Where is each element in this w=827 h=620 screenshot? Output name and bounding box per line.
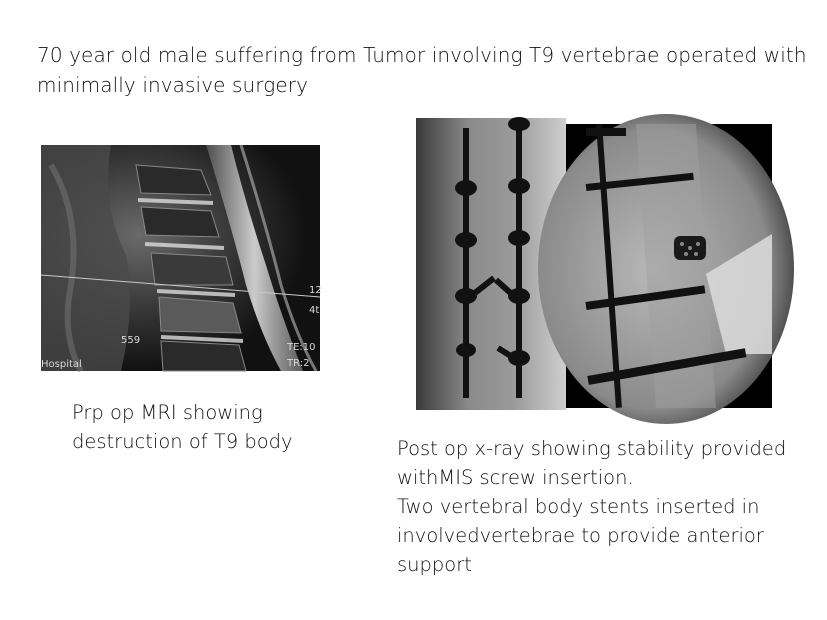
mri-caption-line: destruction of T9 body <box>72 430 293 453</box>
xray-caption-line: Post op x-ray showing stability provided <box>397 437 787 460</box>
xray-caption-line: support <box>397 553 472 576</box>
mri-image <box>41 145 320 371</box>
mri-caption <box>72 398 372 456</box>
mri-left-label: 559 <box>121 335 141 346</box>
mri-drawing <box>41 145 320 371</box>
xray-caption-line: withMIS screw insertion. <box>397 466 634 489</box>
xray-lateral-drawing <box>566 124 772 408</box>
mri-right-label-2: 4t <box>309 305 320 316</box>
xray-caption-line: Two vertebral body stents inserted in <box>397 495 760 518</box>
page-title: 70 year old male suffering from Tumor involving T9 vertebrae operated with minimally invasive surgery <box>37 43 807 97</box>
mri-caption-line: Prp op MRI showing <box>72 401 263 424</box>
xray-lateral-image <box>566 124 772 408</box>
xray-caption <box>397 434 817 579</box>
mri-right-label-1: 12 <box>309 285 322 296</box>
mri-tr-label: TR:2 <box>287 358 310 369</box>
xray-caption-line: involvedvertebrae to provide anterior <box>397 524 764 547</box>
mri-te-label: TE:10 <box>287 342 316 353</box>
mri-hospital-label: Hospital <box>41 359 82 370</box>
